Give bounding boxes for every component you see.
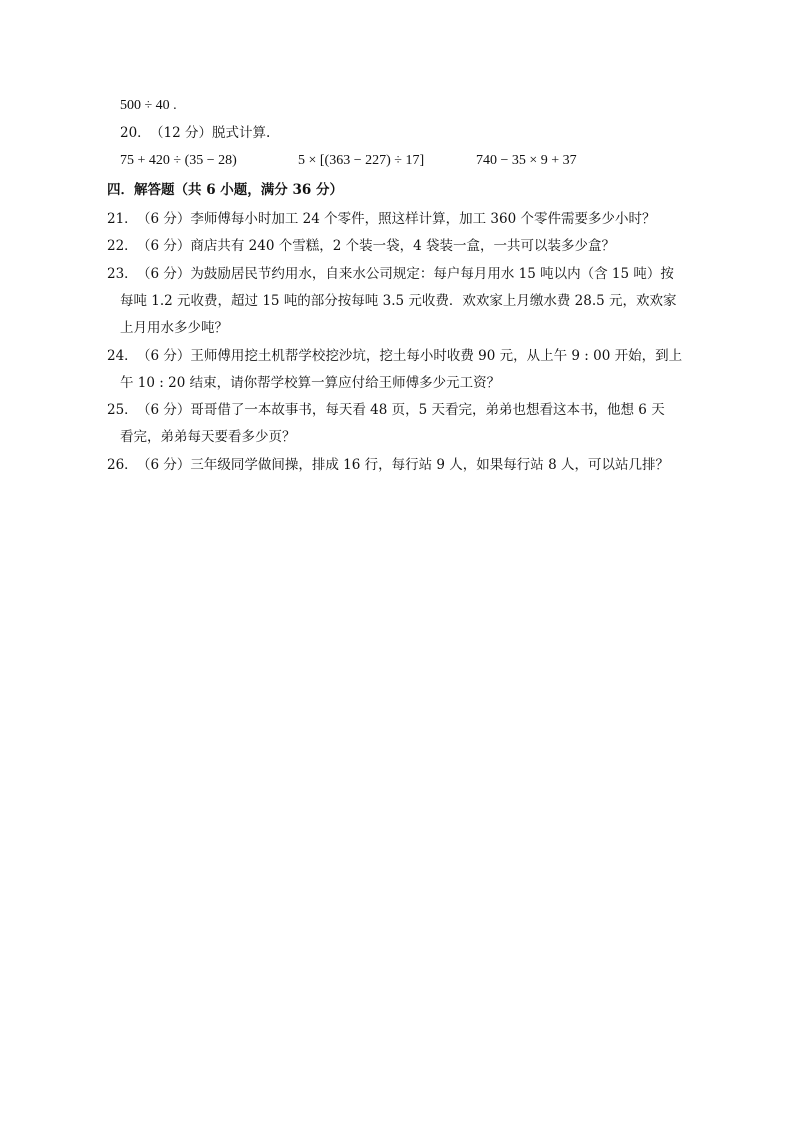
q23-number: 23．	[107, 266, 138, 282]
q25-text-line-1: （6 分）哥哥借了一本故事书，每天看 48 页，5 天看完，弟弟也想看这本书，他想 6 天	[137, 402, 665, 418]
q20-text: （12 分）脱式计算.	[150, 125, 271, 141]
q23-text-line-3: 上月用水多少吨？	[120, 320, 228, 336]
q22-text: （6 分）商店共有 240 个雪糕，2 个装一袋，4 袋装一盒，一共可以装多少盒？	[137, 238, 615, 254]
q23-text-line-1: （6 分）为鼓励居民节约用水，自来水公司规定：每户每月用水 15 吨以内（含 15 吨）按	[137, 266, 674, 282]
q21-number: 21．	[107, 211, 138, 227]
q26-number: 26．	[107, 457, 138, 473]
q20-expr-3: 740 − 35 × 9 + 37	[476, 153, 577, 168]
q26-text: （6 分）三年级同学做间操，排成 16 行，每行站 9 人，如果每行站 8 人，可以站几排？	[137, 457, 669, 473]
section-4-heading: 四．解答题（共 6 小题，满分 36 分）	[107, 182, 343, 198]
q21-text: （6 分）李师傅每小时加工 24 个零件，照这样计算，加工 360 个零件需要多少小时？	[137, 211, 656, 227]
q24-text-line-1: （6 分）王师傅用挖土机帮学校挖沙坑，挖土每小时收费 90 元，从上午 9 : 00 开始，到上	[137, 348, 683, 364]
q20-expr-2: 5 × [(363 − 227) ÷ 17]	[298, 153, 425, 168]
q25-number: 25．	[107, 402, 138, 418]
q20-number: 20．	[120, 125, 151, 141]
q25-text-line-2: 看完，弟弟每天要看多少页？	[120, 429, 296, 445]
q22-number: 22．	[107, 238, 138, 254]
q24-text-line-2: 午 10 : 20 结束，请你帮学校算一算应付给王师傅多少元工资？	[120, 375, 501, 391]
q20-expr-1: 75 + 420 ÷ (35 − 28)	[120, 153, 237, 168]
q23-text-line-2: 每吨 1.2 元收费，超过 15 吨的部分按每吨 3.5 元收费．欢欢家上月缴水费 28.5 元，欢欢家	[120, 293, 677, 309]
q19-continuation: 500 ÷ 40 .	[120, 98, 177, 113]
q24-number: 24．	[107, 348, 138, 364]
